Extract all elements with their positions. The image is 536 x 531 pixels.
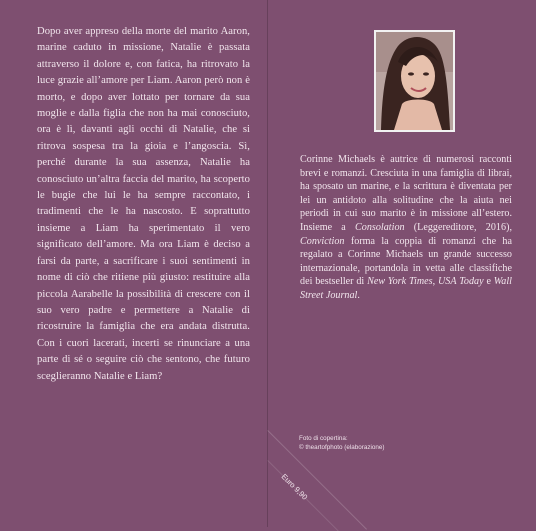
bio-text: forma la coppia di romanzi che ha regalato a Corinne Michaels un grande successo internazionale, portandola in vetta alle classifiche dei bestseller di: [300, 235, 512, 288]
bio-text: e: [483, 276, 494, 288]
price-label: Euro 9,90: [279, 472, 310, 502]
bio-text: Corinne Michaels è autrice di numerosi racconti brevi e romanzi. Cresciuta in una famiglia di librai, ha sposato un marine, e la scrittura è diventata per lei un antidoto alla solitudine che la aiuta nei periodi in cui suo marito è in missione all’estero. Insieme a: [300, 154, 512, 233]
bio-book-title: Consolation: [355, 221, 405, 233]
bio-newspaper-title: USA Today: [438, 276, 484, 288]
bio-text: ,: [432, 276, 438, 288]
credit-label: Foto di copertina:: [299, 435, 348, 442]
credit-name: © theartofphoto (elaborazione): [299, 444, 385, 452]
synopsis-text: Dopo aver appreso della morte del marito Aaron, marine caduto in missione, Natalie è passata attraverso il dolore e, con fatica, ha ritrovato la luce grazie all’amore per Liam. Aaron però non è morto, e dopo aver lottato per tornare da sua moglie e dalla figlia che non ha mai conosciuto, ora è lì, davanti agli occhi di Natalie, che si ritrova sospesa tra la gioia e l’angoscia. Sì, perché durante la sua assenza, Natalie ha conosciuto un’altra faccia del marito, ha scoperto le bugie che lui le ha sempre raccontato, i tradimenti che le ha nascosto. E soprattutto insieme a Liam ha sperimentato il vero significato dell’amore. Ma ora Liam è deciso a farsi da parte, a sacrificare i suoi sentimenti in nome di ciò che ritiene più giusto: restituire alla piccola Aarabelle la possibilità di crescere con il suo vero padre e permettere a Natalie di ricostruire la famiglia che era andata distrutta. Con i cuori lacerati, incerti se rinunciare a una parte di sé o seguire ciò che sentono, che futuro sceglieranno Natalie e Liam?: [37, 26, 250, 382]
photo-credits: [299, 434, 449, 452]
bio-text: .: [357, 289, 360, 301]
cover-fold-line: [267, 0, 268, 527]
author-portrait-image: [376, 32, 453, 130]
bio-text: (Leggereditore, 2016),: [404, 221, 512, 233]
bio-newspaper-title: New York Times: [367, 276, 433, 288]
author-photo: [374, 30, 455, 132]
bio-newspaper-title: Wall Street Journal: [300, 276, 512, 301]
author-bio: [300, 153, 512, 303]
bio-book-title: Conviction: [300, 235, 345, 247]
